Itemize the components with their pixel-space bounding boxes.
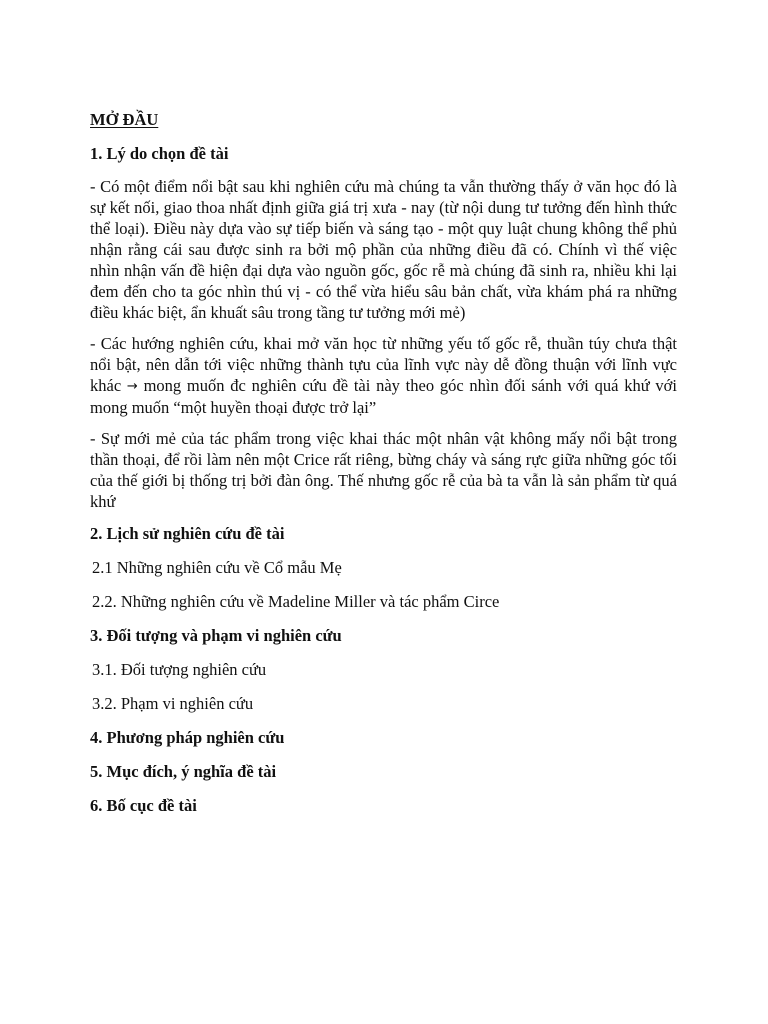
section-1-paragraph-1: - Có một điểm nổi bật sau khi nghiên cứu mà chúng ta vẫn thường thấy ở văn học đó là sự kết nối, giao thoa nhất định giữa giá trị xưa - nay (từ nội dung tư tưởng đến hình thức thể loại). Điều này dựa vào sự tiếp biến và sáng tạo - một quy luật chung không thể phủ nhận rằng cái sau được sinh ra bởi mộ phần của những điều đã có. Chính vì thế việc nhìn nhận vấn đề hiện đại dựa vào nguồn gốc, gốc rễ mà chúng đã sinh ra, nhiều khi lại đem đến cho ta góc nhìn thú vị - có thể vừa hiểu sâu bản chất, vừa khám phá ra những điều khác biệt, ẩn khuất sâu trong tầng tư tưởng mới mẻ)	[90, 177, 677, 322]
subsection-3-1: 3.1. Đối tượng nghiên cứu	[92, 660, 267, 679]
subsection-2-1: 2.1 Những nghiên cứu về Cổ mẫu Mẹ	[92, 558, 342, 577]
paragraph-2-text-end: mong muốn đc nghiên cứu đề tài này theo góc nhìn đối sánh với quá khứ với mong muốn “một huyền thoại được trở lại”	[90, 376, 677, 417]
subsection-3-2: 3.2. Phạm vi nghiên cứu	[92, 694, 254, 713]
section-3-heading: 3. Đối tượng và phạm vi nghiên cứu	[90, 626, 342, 645]
section-1-heading: 1. Lý do chọn đề tài	[90, 144, 229, 163]
right-arrow-icon: →	[126, 379, 138, 394]
section-4-heading: 4. Phương pháp nghiên cứu	[90, 728, 285, 747]
section-2-heading: 2. Lịch sử nghiên cứu đề tài	[90, 524, 285, 543]
section-5-heading: 5. Mục đích, ý nghĩa đề tài	[90, 762, 277, 781]
section-1-paragraph-2	[90, 333, 677, 418]
subsection-2-2: 2.2. Những nghiên cứu về Madeline Miller và tác phẩm Circe	[92, 592, 500, 611]
document-title: MỞ ĐẦU	[90, 110, 159, 129]
section-1-paragraph-3: - Sự mới mẻ của tác phẩm trong việc khai thác một nhân vật không mấy nổi bật trong thần thoại, để rồi làm nên một Crice rất riêng, bừng cháy và sáng rực giữa những góc tối của thế giới bị thống trị bởi đàn ông. Thế nhưng gốc rễ của bà ta vẫn là sản phẩm từ quá khứ	[90, 429, 677, 511]
section-6-heading: 6. Bố cục đề tài	[90, 796, 197, 815]
paragraph-2-text-start: - Các hướng nghiên cứu, khai mở văn học từ những yếu tố gốc rễ, thuần túy chưa thật nổi bật, nên dẫn tới việc những thành tựu của lĩnh vực này dễ đồng thuận với lĩnh vực khác	[90, 334, 677, 395]
